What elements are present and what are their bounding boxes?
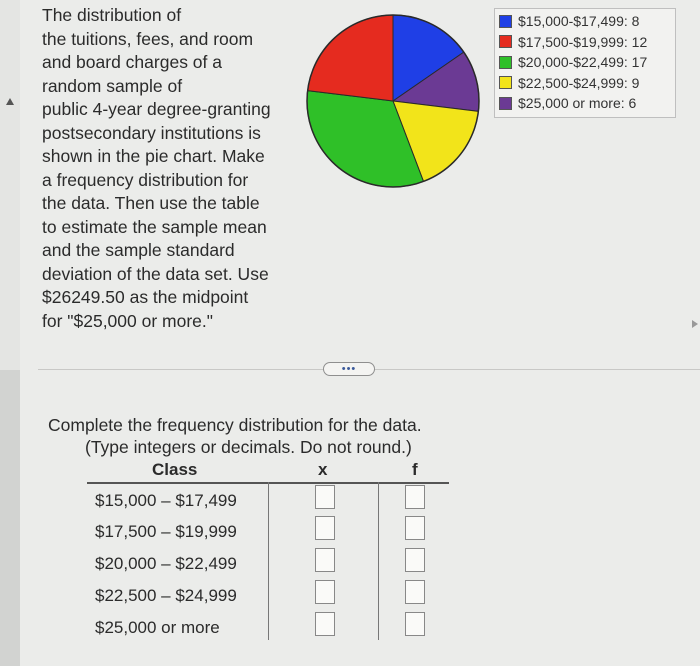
column-header-x: x bbox=[318, 460, 328, 479]
legend-label: $25,000 or more: 6 bbox=[518, 95, 637, 112]
class-label: $17,500 – $19,999 bbox=[95, 522, 237, 541]
column-header-f: f bbox=[412, 460, 418, 479]
scroll-up-arrow-icon[interactable] bbox=[6, 98, 14, 105]
frequency-input[interactable] bbox=[405, 580, 425, 604]
class-label: $22,500 – $24,999 bbox=[95, 586, 237, 605]
legend-label: $20,000-$22,499: 17 bbox=[518, 54, 648, 71]
class-label: $15,000 – $17,499 bbox=[95, 491, 237, 510]
legend-label: $22,500-$24,999: 9 bbox=[518, 74, 640, 91]
legend-item bbox=[495, 93, 675, 114]
midpoint-input[interactable] bbox=[315, 612, 335, 636]
legend-item bbox=[495, 32, 675, 53]
frequency-input[interactable] bbox=[405, 612, 425, 636]
legend-swatch bbox=[499, 15, 512, 28]
legend-swatch bbox=[499, 76, 512, 89]
expand-more-button[interactable]: ••• bbox=[323, 362, 375, 376]
legend-swatch bbox=[499, 35, 512, 48]
instruction-note: (Type integers or decimals. Do not round.) bbox=[85, 437, 412, 457]
chart-legend bbox=[494, 8, 676, 118]
frequency-input[interactable] bbox=[405, 548, 425, 572]
legend-label: $17,500-$19,999: 12 bbox=[518, 33, 648, 50]
frequency-input[interactable] bbox=[405, 485, 425, 509]
table-row bbox=[87, 612, 449, 644]
table-row bbox=[87, 485, 449, 517]
legend-swatch bbox=[499, 97, 512, 110]
legend-swatch bbox=[499, 56, 512, 69]
midpoint-input[interactable] bbox=[315, 485, 335, 509]
question-text: The distribution of the tuitions, fees, and room and board charges of a random sample of public 4-year degree-granting postsecondary institutions is shown in the pie chart. Make a frequency distribution for the data. Then use the table to estimate the sample mean and the sample standard deviation of the data set. Use $26249.50 as the midpoint for "$25,000 or more." bbox=[42, 5, 271, 331]
legend-item bbox=[495, 52, 675, 73]
midpoint-input[interactable] bbox=[315, 580, 335, 604]
column-header-class: Class bbox=[152, 460, 198, 479]
class-label: $20,000 – $22,499 bbox=[95, 554, 237, 573]
instruction-text: Complete the frequency distribution for the data. bbox=[48, 415, 422, 435]
midpoint-input[interactable] bbox=[315, 516, 335, 540]
midpoint-input[interactable] bbox=[315, 548, 335, 572]
legend-label: $15,000-$17,499: 8 bbox=[518, 13, 640, 30]
legend-item bbox=[495, 11, 675, 32]
table-row bbox=[87, 548, 449, 580]
legend-item bbox=[495, 73, 675, 94]
class-label: $25,000 or more bbox=[95, 618, 220, 637]
pie-slice-2 bbox=[308, 15, 393, 101]
pie-chart bbox=[304, 12, 482, 190]
table-row bbox=[87, 516, 449, 548]
table-row bbox=[87, 580, 449, 612]
left-scroll-strip-lower bbox=[0, 370, 20, 666]
right-scroll-arrow-icon[interactable] bbox=[692, 320, 698, 328]
frequency-input[interactable] bbox=[405, 516, 425, 540]
